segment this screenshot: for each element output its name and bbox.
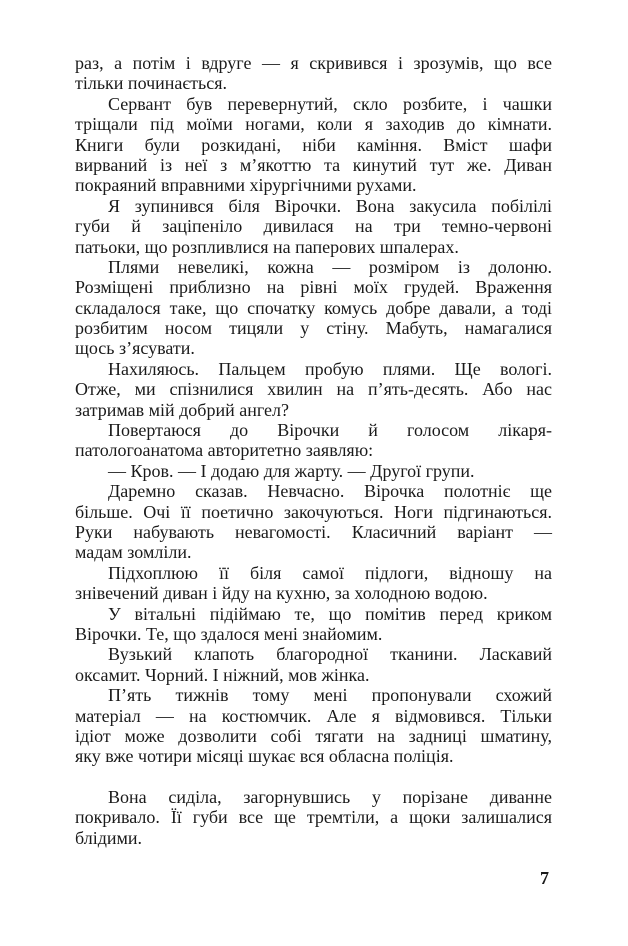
page-number: 7 bbox=[540, 868, 549, 888]
paragraph bbox=[75, 359, 552, 420]
text-line: тільки починається. bbox=[75, 73, 227, 94]
paragraph bbox=[75, 563, 552, 604]
text-line: більше. Очі її поетично закочуються. Ноги підгинаються. bbox=[75, 501, 552, 522]
text-line: Підхоплюю її біля самої підлоги, відношу на bbox=[108, 562, 552, 583]
text-line: складалося таке, що спочатку комусь добре давали, а тоді bbox=[75, 297, 552, 318]
text-line: У вітальні підіймаю те, що помітив перед криком bbox=[108, 603, 552, 624]
text-line: патьоки, що розпливлися на паперових шпалерах. bbox=[75, 236, 459, 257]
paragraph bbox=[75, 685, 552, 767]
text-line: Книги були розкидані, ніби каміння. Вміст шафи bbox=[75, 134, 552, 155]
paragraph bbox=[75, 257, 552, 359]
text-line: П’ять тижнів тому мені пропонували схожий bbox=[108, 685, 552, 706]
text-line: Вірочки. Те, що здалося мені знайомим. bbox=[75, 623, 383, 644]
text-line: вирваний із неї з м’якоттю та кинутий тут же. Диван bbox=[75, 154, 552, 175]
text-line: знівечений диван і йду на кухню, за холодною водою. bbox=[75, 583, 488, 604]
paragraph bbox=[75, 644, 552, 685]
text-line: блідими. bbox=[75, 827, 143, 848]
text-line: щось з’ясувати. bbox=[75, 338, 195, 359]
paragraph bbox=[75, 420, 552, 461]
paragraph bbox=[75, 604, 552, 645]
paragraph bbox=[75, 481, 552, 563]
text-line: Отже, ми спізнилися хвилин на п’ять-десять. Або нас bbox=[75, 379, 552, 400]
text-line: ідіот може дозволити собі тягати на задниці шматину, bbox=[75, 725, 552, 746]
text-line: — Кров. — І додаю для жарту. — Другої групи. bbox=[108, 460, 475, 481]
text-line: тріщали під моїми ногами, коли я заходив до кімнати. bbox=[75, 114, 552, 135]
text-line: Вона сиділа, загорнувшись у порізане диванне bbox=[108, 787, 552, 808]
text-line: розбитим носом тицяли у стіну. Мабуть, намагалися bbox=[75, 318, 552, 339]
text-line: Повертаюся до Вірочки й голосом лікаря- bbox=[108, 420, 552, 441]
text-line: яку вже чотири місяці шукає вся обласна поліція. bbox=[75, 746, 454, 767]
text-line: оксамит. Чорний. І ніжний, мов жінка. bbox=[75, 664, 370, 685]
text-line: раз, а потім і вдруге — я скривився і зрозумів, що все bbox=[75, 53, 552, 73]
text-line: покраяний вправними хірургічними рухами. bbox=[75, 175, 417, 196]
text-line: Плями невеликі, кожна — розміром із долоню. bbox=[108, 256, 552, 277]
text-line: патологоанатома авторитетно заявляю: bbox=[75, 440, 374, 461]
paragraph bbox=[75, 94, 552, 196]
paragraph bbox=[75, 196, 552, 257]
text-line: Сервант був перевернутий, скло розбите, і чашки bbox=[108, 93, 552, 114]
text-line: затримав мій добрий ангел? bbox=[75, 399, 289, 420]
paragraph bbox=[75, 461, 552, 481]
section-break bbox=[75, 767, 552, 787]
text-line: губи й заціпеніло дивилася на три темно-червоні bbox=[75, 216, 552, 237]
text-line: Розміщені приблизно на рівні моїх грудей. Враження bbox=[75, 277, 552, 298]
paragraph bbox=[75, 53, 552, 94]
text-line: Вузький клапоть благородної тканини. Ласкавий bbox=[108, 644, 552, 665]
text-line: Даремно сказав. Невчасно. Вірочка полотніє ще bbox=[108, 481, 552, 502]
text-line: покривало. Її губи все ще тремтіли, а щоки залишалися bbox=[75, 807, 552, 828]
page-body-text bbox=[75, 53, 552, 848]
paragraph bbox=[75, 787, 552, 848]
text-line: Нахиляюсь. Пальцем пробую плями. Ще вологі. bbox=[108, 358, 552, 379]
text-line: мадам зомліли. bbox=[75, 542, 192, 563]
text-line: матеріал — на костюмчик. Але я відмовився. Тільки bbox=[75, 705, 552, 726]
text-line: Руки набувають невагомості. Класичний варіант — bbox=[75, 521, 552, 542]
text-line: Я зупинився біля Вірочки. Вона закусила побілілі bbox=[108, 195, 552, 216]
